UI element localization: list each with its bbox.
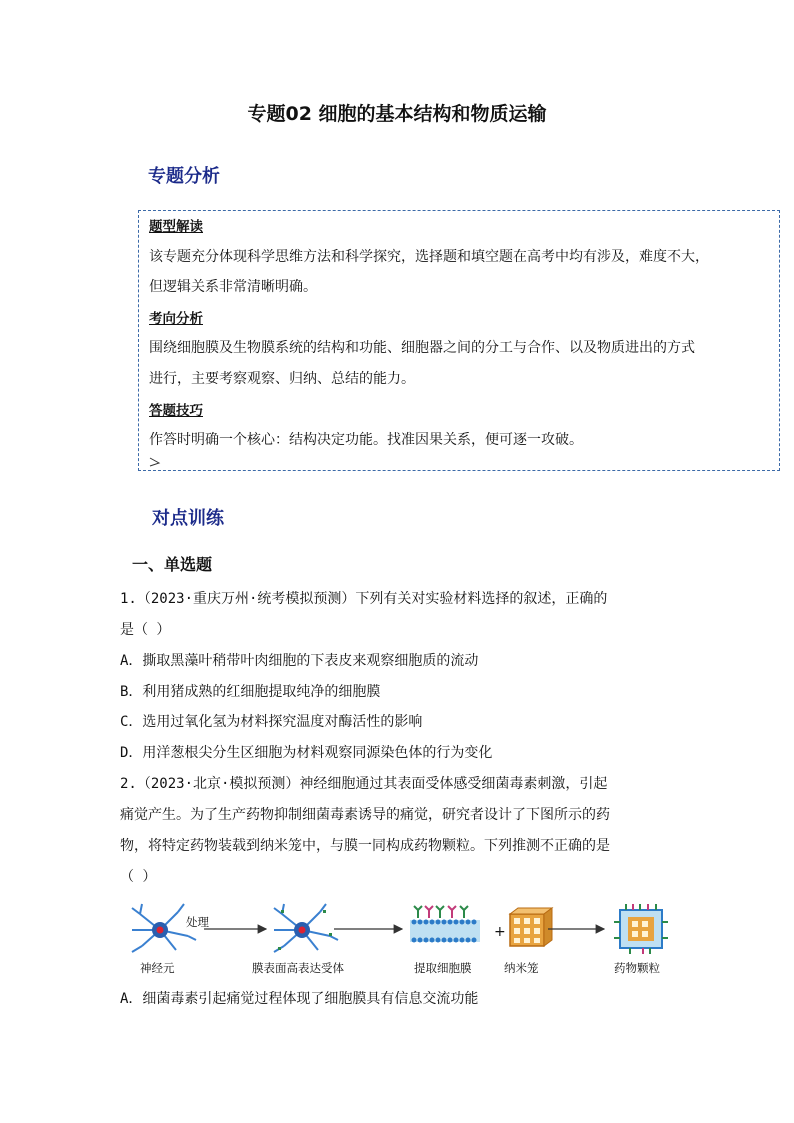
page-title: 专题02 细胞的基本结构和物质运输 xyxy=(247,103,547,125)
direction-line-2: 进行，主要考察观察、归纳、总结的能力。 xyxy=(149,371,415,387)
section-training-heading: 对点训练 xyxy=(152,508,224,529)
label-nanocage: 纳米笼 xyxy=(504,961,539,975)
q2-stem-line-3: 物，将特定药物装载到纳米笼中，与膜一同构成药物颗粒。下列推测不正确的是 xyxy=(120,838,610,854)
paste-anchor-icon xyxy=(149,457,161,467)
q2-stem-line-1: 2.（2023·北京·模拟预测）神经细胞通过其表面受体感受细菌毒素刺激，引起 xyxy=(120,776,608,792)
nanocage-icon xyxy=(510,908,552,946)
label-process: 处理 xyxy=(186,915,209,929)
q1-option-c: C．选用过氧化氢为材料探究温度对酶活性的影响 xyxy=(120,714,423,730)
q2-option-a: A．细菌毒素引起痛觉过程体现了细胞膜具有信息交流功能 xyxy=(120,991,479,1007)
q1-option-b: B．利用猪成熟的红细胞提取纯净的细胞膜 xyxy=(120,684,381,700)
label-drug-particle: 药物颗粒 xyxy=(614,961,660,975)
direction-line-1: 围绕细胞膜及生物膜系统的结构和功能、细胞器之间的分工与合作、以及物质进出的方式 xyxy=(149,340,695,356)
drug-particle-figure xyxy=(118,900,678,960)
q1-stem-line-1: 1.（2023·重庆万州·统考模拟预测）下列有关对实验材料选择的叙述，正确的 xyxy=(120,591,608,607)
direction-heading: 考向分析 xyxy=(149,311,203,327)
label-neuron: 神经元 xyxy=(140,961,175,975)
skill-heading: 答题技巧 xyxy=(149,403,203,419)
single-choice-heading: 一、单选题 xyxy=(132,555,213,574)
plus-sign: + xyxy=(494,924,506,940)
label-membrane: 提取细胞膜 xyxy=(414,961,472,975)
receptor-neuron-icon xyxy=(274,904,338,952)
q2-stem-line-2: 痛觉产生。为了生产药物抑制细菌毒素诱导的痛觉，研究者设计了下图所示的药 xyxy=(120,807,610,823)
membrane-icon xyxy=(410,906,480,943)
analysis-box xyxy=(138,210,780,471)
q1-stem-line-2: 是（ ） xyxy=(120,622,171,638)
label-receptor: 膜表面高表达受体 xyxy=(252,961,344,975)
drug-particle-icon xyxy=(614,904,668,954)
q1-option-a: A．撕取黑藻叶稍带叶肉细胞的下表皮来观察细胞质的流动 xyxy=(120,653,479,669)
skill-line-1: 作答时明确一个核心：结构决定功能。找准因果关系，便可逐一攻破。 xyxy=(149,432,583,448)
type-heading: 题型解读 xyxy=(149,219,203,235)
type-line-2: 但逻辑关系非常清晰明确。 xyxy=(149,279,317,295)
q1-option-d: D．用洋葱根尖分生区细胞为材料观察同源染色体的行为变化 xyxy=(120,745,493,761)
section-analysis-heading: 专题分析 xyxy=(148,166,220,187)
type-line-1: 该专题充分体现科学思维方法和科学探究，选择题和填空题在高考中均有涉及，难度不大， xyxy=(149,249,709,265)
q2-stem-line-4: （ ） xyxy=(120,869,157,885)
